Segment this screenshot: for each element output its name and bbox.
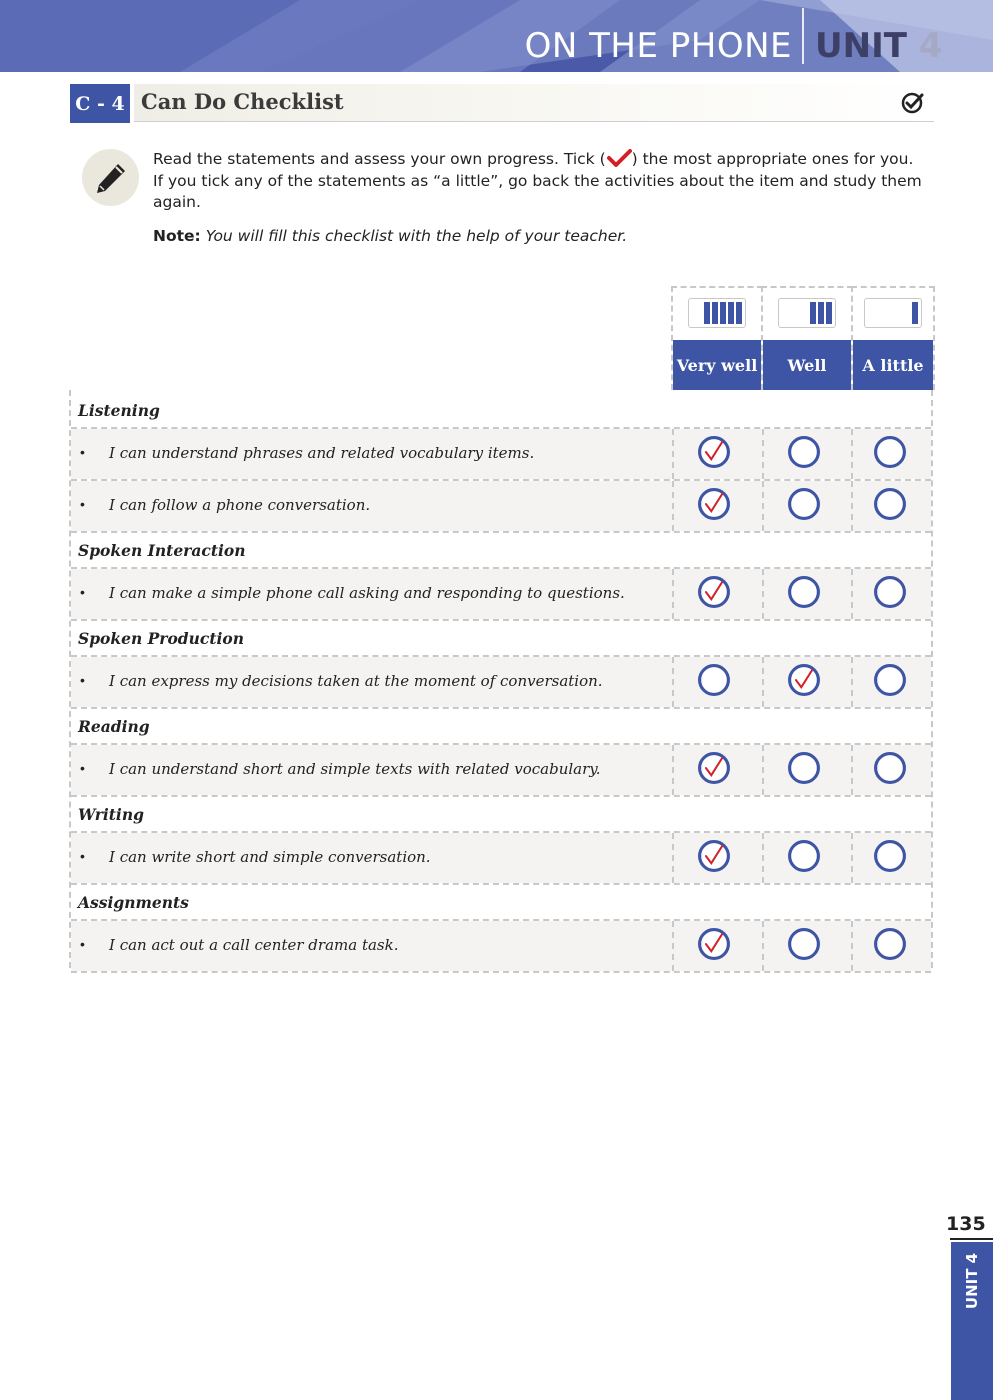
side-unit-label: UNIT 4 xyxy=(963,1252,981,1310)
column-divider xyxy=(762,429,764,479)
battery-full-icon xyxy=(688,298,746,328)
battery-medium-icon xyxy=(778,298,836,328)
statement-text: I can write short and simple conversation. xyxy=(109,848,431,866)
column-header-well: Well xyxy=(763,340,851,390)
unit-label xyxy=(815,26,942,66)
column-divider xyxy=(672,921,674,971)
column-divider xyxy=(851,481,853,531)
bullet: • xyxy=(80,760,85,776)
statement-text: I can understand short and simple texts with related vocabulary. xyxy=(109,760,601,778)
column-divider xyxy=(672,657,674,707)
empty-circle[interactable] xyxy=(872,662,908,698)
pencil-badge xyxy=(82,149,139,206)
column-divider xyxy=(762,833,764,883)
bullet: • xyxy=(80,936,85,952)
empty-circle[interactable] xyxy=(872,838,908,874)
instructions-line1-end: ) the most appropriate ones for you. xyxy=(631,150,914,168)
column-divider xyxy=(762,745,764,795)
statement-text: I can understand phrases and related vocabulary items. xyxy=(109,444,535,462)
category-label: Assignments xyxy=(78,893,189,912)
row-divider xyxy=(71,707,931,709)
bullet: • xyxy=(80,672,85,688)
column-divider xyxy=(762,921,764,971)
empty-circle[interactable] xyxy=(786,434,822,470)
column-divider xyxy=(672,429,674,479)
page-number: 135 xyxy=(946,1213,986,1235)
statement-text: I can make a simple phone call asking and responding to questions. xyxy=(109,584,625,602)
row-divider xyxy=(71,971,931,973)
checked-circle[interactable] xyxy=(696,574,732,610)
checked-circle[interactable] xyxy=(696,434,732,470)
category-label: Listening xyxy=(78,401,160,420)
column-divider xyxy=(672,745,674,795)
bullet: • xyxy=(80,496,85,512)
red-tick-icon xyxy=(606,149,632,167)
column-divider xyxy=(672,481,674,531)
empty-circle[interactable] xyxy=(786,486,822,522)
empty-circle[interactable] xyxy=(872,434,908,470)
section-title: Can Do Checklist xyxy=(141,89,344,114)
bullet: • xyxy=(80,584,85,600)
checked-circle[interactable] xyxy=(696,838,732,874)
battery-low-icon xyxy=(864,298,922,328)
column-header-a-little: A little xyxy=(853,340,933,390)
empty-circle[interactable] xyxy=(786,750,822,786)
checked-circle[interactable] xyxy=(696,926,732,962)
statement-text: I can follow a phone conversation. xyxy=(109,496,371,514)
checked-circle[interactable] xyxy=(786,662,822,698)
note-text: You will fill this checklist with the help of your teacher. xyxy=(205,227,628,245)
empty-circle[interactable] xyxy=(696,662,732,698)
column-divider xyxy=(851,657,853,707)
note xyxy=(153,227,627,245)
column-divider xyxy=(851,833,853,883)
row-divider xyxy=(71,619,931,621)
instructions-line1-start: Read the statements and assess your own progress. Tick ( xyxy=(153,150,606,168)
bullet: • xyxy=(80,848,85,864)
statement-text: I can act out a call center drama task. xyxy=(109,936,399,954)
instructions-text xyxy=(153,149,933,214)
column-divider xyxy=(851,921,853,971)
page-number-rule xyxy=(950,1238,993,1240)
checked-circle[interactable] xyxy=(696,750,732,786)
banner-divider xyxy=(802,8,804,64)
row-divider xyxy=(71,883,931,885)
column-header-very-well: Very well xyxy=(673,340,761,390)
column-divider xyxy=(762,569,764,619)
column-divider xyxy=(851,745,853,795)
empty-circle[interactable] xyxy=(786,574,822,610)
header-banner xyxy=(0,0,993,72)
empty-circle[interactable] xyxy=(786,838,822,874)
category-label: Reading xyxy=(78,717,150,736)
check-circle-icon xyxy=(900,90,926,116)
statement-text: I can express my decisions taken at the moment of conversation. xyxy=(109,672,603,690)
row-divider xyxy=(71,795,931,797)
empty-circle[interactable] xyxy=(872,750,908,786)
column-divider xyxy=(672,569,674,619)
empty-circle[interactable] xyxy=(872,574,908,610)
unit-number: 4 xyxy=(918,26,943,66)
side-unit-tab xyxy=(951,1242,993,1400)
unit-word: UNIT xyxy=(815,26,907,66)
category-label: Spoken Production xyxy=(78,629,244,648)
unit-title: ON THE PHONE xyxy=(524,26,792,66)
column-divider xyxy=(672,833,674,883)
instructions-line2: If you tick any of the statements as “a little”, go back the activities about the item and study them again. xyxy=(153,171,922,211)
column-divider xyxy=(851,429,853,479)
note-label: Note: xyxy=(153,227,201,245)
category-label: Spoken Interaction xyxy=(78,541,246,560)
checked-circle[interactable] xyxy=(696,486,732,522)
column-divider xyxy=(762,657,764,707)
column-divider xyxy=(851,569,853,619)
pencil-icon xyxy=(94,161,128,195)
category-label: Writing xyxy=(78,805,144,824)
column-divider xyxy=(762,481,764,531)
empty-circle[interactable] xyxy=(872,926,908,962)
empty-circle[interactable] xyxy=(872,486,908,522)
empty-circle[interactable] xyxy=(786,926,822,962)
section-tag: C - 4 xyxy=(70,84,130,123)
row-divider xyxy=(71,531,931,533)
bullet: • xyxy=(80,444,85,460)
